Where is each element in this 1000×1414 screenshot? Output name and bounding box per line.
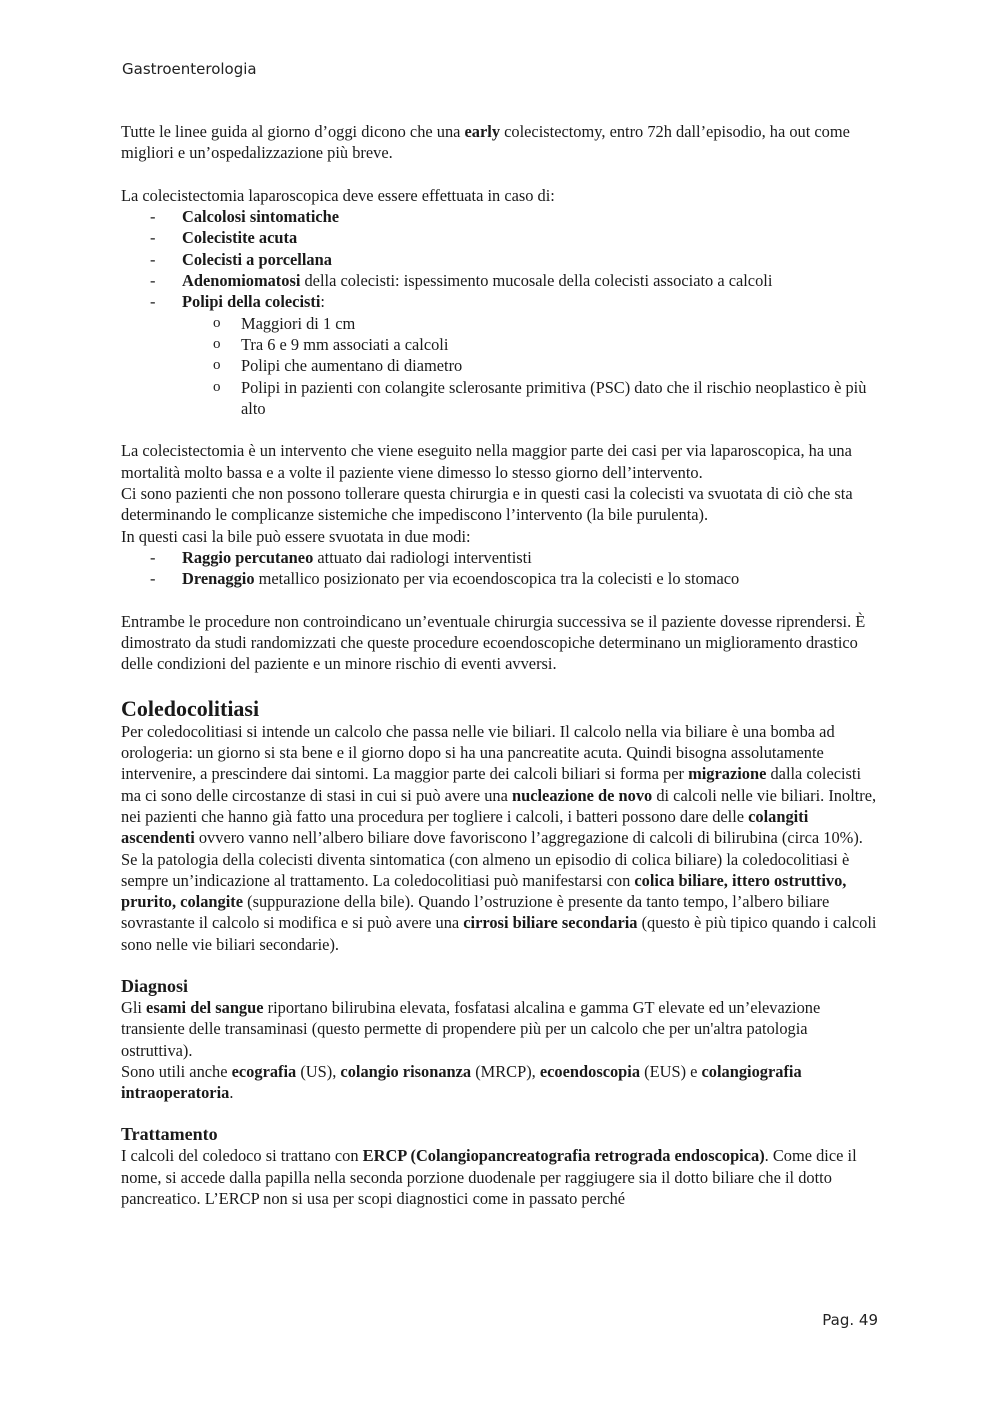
- list-item: [121, 568, 881, 589]
- paragraph: [121, 721, 881, 849]
- text-run: Per coledocolitiasi si intende un calcolo che passa nelle vie biliari. Il calcolo nella via biliare è una bomba ad orologeria: un giorno si sta bene e il giorno dopo si ha una pancreatite acuta. Quindi bisogna assolutamente intervenire, a prescindere dai sintomi. La maggior parte dei calcoli biliari si forma per: [121, 721, 835, 784]
- text-run: .: [229, 1083, 234, 1103]
- document-body: [121, 121, 881, 1209]
- text-run: (US),: [296, 1061, 341, 1081]
- text-run: (MRCP),: [471, 1061, 540, 1081]
- bold-text: nucleazione de novo: [511, 785, 653, 805]
- bullet-list: [121, 547, 881, 590]
- bold-text: Colecisti a porcellana: [182, 249, 332, 269]
- list-item: [121, 249, 881, 270]
- paragraph: [121, 185, 881, 206]
- text-run: Polipi che aumentano di diametro: [241, 356, 463, 376]
- text-run: Tra 6 e 9 mm associati a calcoli: [241, 334, 449, 354]
- text-run: Se la patologia della colecisti diventa sintomatica (con almeno un episodio di colica biliare) la coledocolitiasi è sempre un’indicazione al trattamento. La coledocolitiasi può manifestarsi con: [121, 849, 850, 890]
- bold-text: colangiti ascendenti: [121, 806, 809, 848]
- text-run: Diagnosi: [121, 975, 189, 996]
- bold-text: Colecistite acuta: [182, 228, 298, 248]
- text-run: Coledocolitiasi: [121, 695, 260, 721]
- bold-text: Adenomiomatosi: [182, 271, 301, 291]
- paragraph-spacer: [121, 590, 881, 611]
- text-run: metallico posizionato per via ecoendoscopica tra la colecisti e lo stomaco: [254, 569, 740, 589]
- bold-text: cirrosi biliare secondaria: [463, 913, 638, 933]
- bold-text: esami del sangue: [146, 997, 264, 1017]
- paragraph: [121, 440, 881, 483]
- paragraph: [121, 997, 881, 1061]
- bold-text: Drenaggio: [182, 569, 255, 589]
- text-run: (questo è più tipico quando i calcoli sono nelle vie biliari secondarie).: [121, 913, 877, 954]
- running-header: Gastroenterologia: [122, 60, 257, 78]
- list-item: [121, 291, 881, 312]
- sub-list-item: [121, 334, 881, 355]
- text-run: La colecistectomia laparoscopica deve essere effettuata in caso di:: [121, 185, 555, 205]
- list-item: [121, 206, 881, 227]
- sub-list-item: [121, 313, 881, 334]
- text-run: (suppurazione della bile). Quando l’ostruzione è presente da tanto tempo, l’albero biliare sovrastante il calcolo si modifica e si può avere una: [121, 892, 830, 933]
- text-run: Polipi in pazienti con colangite sclerosante primitiva (PSC) dato che il rischio neoplastico è più alto: [241, 377, 867, 418]
- bold-text: Raggio percutaneo: [182, 547, 314, 567]
- text-run: :: [320, 292, 325, 312]
- paragraph: [121, 526, 881, 547]
- sub-list-item: [121, 355, 881, 376]
- text-run: . Come dice il nome, si accede dalla papilla nella seconda porzione duodenale per raggiugere sia il dotto biliare che il dotto pancreatico. L’ERCP non si usa per scopi diagnostici come in passato perché: [121, 1146, 857, 1209]
- text-run: Tutte le linee guida al giorno d’oggi dicono che una: [121, 122, 465, 141]
- bold-text: ecografia: [231, 1061, 297, 1081]
- text-run: La colecistectomia è un intervento che viene eseguito nella maggior parte dei casi per via laparoscopica, ha una mortalità molto bassa e a volte il paziente viene dimesso lo stesso giorno dell’intervento.: [121, 441, 852, 482]
- text-run: I calcoli del coledoco si trattano con: [121, 1146, 363, 1166]
- list-item: [121, 547, 881, 568]
- bold-text: colangiografia intraoperatoria: [121, 1061, 802, 1103]
- bold-text: early: [464, 122, 501, 141]
- paragraph-spacer: [121, 419, 881, 440]
- text-run: Maggiori di 1 cm: [241, 313, 356, 333]
- bold-text: Calcolosi sintomatiche: [182, 207, 340, 227]
- paragraph: [121, 1145, 881, 1209]
- bold-text: ecoendoscopia: [539, 1061, 641, 1081]
- text-run: Gli: [121, 997, 147, 1017]
- paragraph: [121, 849, 881, 955]
- sub-list-item: [121, 377, 881, 420]
- text-run: di calcoli nelle vie biliari. Inoltre, nei pazienti che hanno già fatto una procedura per togliere i calcoli, i batteri possono dare delle: [121, 785, 877, 826]
- page-number: Pag. 49: [822, 1311, 878, 1329]
- paragraph: [121, 483, 881, 526]
- bold-text: ERCP (Colangiopancreatografia retrograda endoscopica): [362, 1146, 765, 1166]
- bullet-list: [121, 206, 881, 419]
- paragraph: [121, 1061, 881, 1104]
- text-run: attuato dai radiologi interventisti: [313, 547, 532, 567]
- paragraph: [121, 611, 881, 675]
- subsection-heading: [121, 1124, 881, 1145]
- subsection-heading: [121, 976, 881, 997]
- bold-text: colica biliare, ittero ostruttivo, prurito, colangite: [121, 870, 847, 912]
- list-item: [121, 270, 881, 291]
- bold-text: migrazione: [688, 764, 767, 784]
- text-run: (EUS) e: [640, 1061, 702, 1081]
- text-run: ovvero vanno nell’albero biliare dove favoriscono l’aggregazione di calcoli di bilirubina (circa 10%).: [194, 828, 863, 848]
- bold-text: Polipi della colecisti: [182, 292, 321, 312]
- section-heading: [121, 697, 881, 721]
- paragraph-spacer: [121, 164, 881, 185]
- text-run: Entrambe le procedure non controindicano un’eventuale chirurgia successiva se il paziente dovesse riprendersi. È dimostrato da studi randomizzati che queste procedure ecoendoscopiche determinano un miglioramento drastico delle condizioni del paziente e un minore rischio di eventi avversi.: [121, 611, 866, 674]
- text-run: riportano bilirubina elevata, fosfatasi alcalina e gamma GT elevate ed un’elevazione transiente delle transaminasi (questo permette di propendere più per un calcolo che per un'altra patologia ostruttiva).: [121, 997, 821, 1060]
- text-run: colecistectomy, entro 72h dall’episodio, ha out come migliori e un’ospedalizzazione più breve.: [121, 122, 850, 163]
- bold-text: colangio risonanza: [340, 1061, 472, 1081]
- text-run: In questi casi la bile può essere svuotata in due modi:: [121, 526, 471, 546]
- text-run: della colecisti: ispessimento mucosale della colecisti associato a calcoli: [300, 271, 773, 291]
- text-run: Trattamento: [121, 1124, 218, 1145]
- text-run: dalla colecisti ma ci sono delle circostanze di stasi in cui si può avere una: [121, 764, 862, 805]
- text-run: Ci sono pazienti che non possono tollerare questa chirurgia e in questi casi la colecisti va svuotata di ciò che sta determinando le complicanze sistemiche che impediscono l’intervento (la bile purulenta).: [121, 484, 853, 525]
- list-item: [121, 227, 881, 248]
- text-run: Sono utili anche: [121, 1061, 232, 1081]
- paragraph: [121, 121, 881, 164]
